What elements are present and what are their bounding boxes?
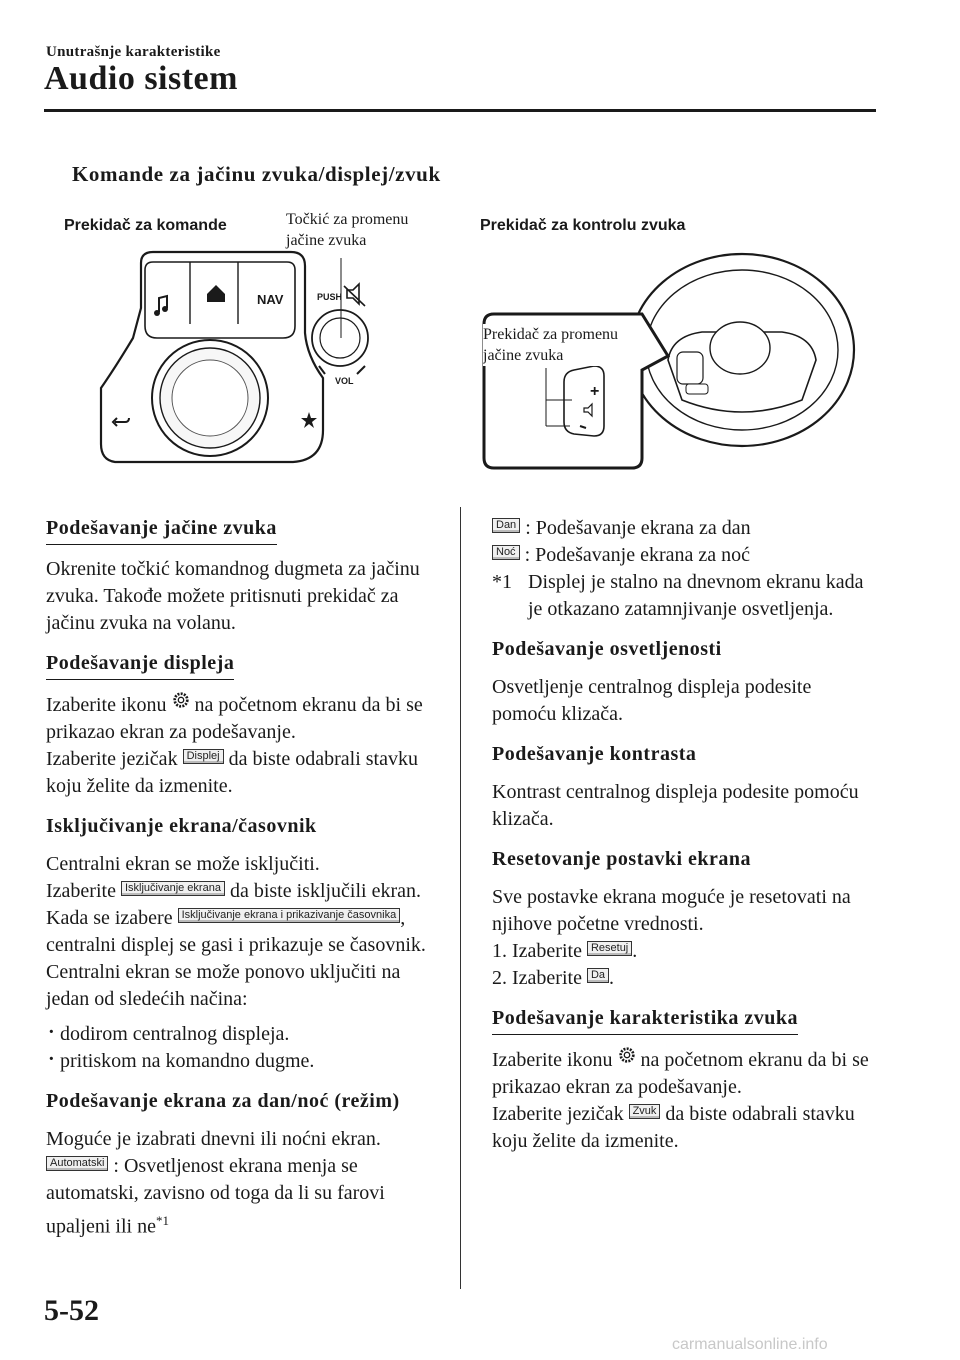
page-title: Audio sistem bbox=[44, 60, 238, 97]
settings-gear-icon bbox=[172, 691, 190, 709]
commander-illustration bbox=[95, 238, 385, 470]
column-divider bbox=[460, 507, 461, 1289]
screen-off-clock-button[interactable]: Isključivanje ekrana i prikazivanje časovnika bbox=[178, 908, 401, 923]
auto-button[interactable]: Automatski bbox=[46, 1156, 108, 1171]
display-heading: Podešavanje displeja bbox=[46, 650, 446, 680]
svg-text:+: + bbox=[590, 383, 600, 400]
reset-text: Sve postavke ekrana moguće je resetovati na njihove početne vrednosti. bbox=[492, 886, 851, 935]
day-option: Dan : Podešavanje ekrana za dan bbox=[492, 515, 872, 542]
reset-step-2: 2. Izaberite Da . bbox=[492, 967, 615, 989]
brightness-text: Osvetljenje centralnog displeja podesite pomoću klizača. bbox=[492, 676, 812, 725]
figure-title: Komande za jačinu zvuka/displej/zvuk bbox=[72, 162, 441, 186]
contrast-text: Kontrast centralnog displeja podesite pomoću klizača. bbox=[492, 781, 859, 830]
day-button[interactable]: Dan bbox=[492, 518, 520, 533]
reset-button[interactable]: Resetuj bbox=[587, 941, 632, 956]
day-night-text: Moguće je izabrati dnevni ili noćni ekran. Automatski : Osvetljenost ekrana menja se automatski, zavisno od toga da li su farovi upaljeni ili $ne^{*1}$ bbox=[46, 1128, 385, 1238]
day-night-heading: Podešavanje ekrana za dan/noć (režim) bbox=[46, 1090, 400, 1112]
display-tab[interactable]: Displej bbox=[183, 749, 224, 764]
settings-gear-icon bbox=[618, 1046, 636, 1064]
reset-step-1: 1. Izaberite Resetuj . bbox=[492, 940, 638, 962]
display-text: Izaberite ikonu na početnom ekranu da bi se prikazao ekran za podešavanje. Izaberite jezičak Displej da biste odabrali stavku koju želite da izmenite. bbox=[46, 691, 446, 800]
chapter-label: Unutrašnje karakteristike bbox=[46, 44, 221, 60]
wheel-volume-switch-label: Prekidač za promenu jačine zvuka bbox=[483, 326, 619, 364]
volume-heading: Podešavanje jačine zvuka bbox=[46, 515, 446, 545]
push-label: PUSH bbox=[317, 292, 343, 302]
list-item: · dodirom centralnog displeja. bbox=[46, 1021, 446, 1048]
audio-control-switch-label: Prekidač za kontrolu zvuka bbox=[480, 217, 686, 234]
contrast-heading: Podešavanje kontrasta bbox=[492, 743, 697, 765]
reset-heading: Resetovanje postavki ekrana bbox=[492, 848, 752, 870]
left-column bbox=[46, 515, 446, 1241]
commander-switch-label: Prekidač za komande bbox=[64, 217, 227, 234]
yes-button[interactable]: Da bbox=[587, 968, 609, 983]
screen-off-text: Centralni ekran se može isključiti. Izaberite Isključivanje ekrana da biste isključili ekran. Kada se izabere Isključivanje ekrana i prikazivanje časovnika , centralni displej se gasi i prikazuje se časovnik. Centralni ekran se može ponovo uključiti na jedan od sledećih načina: bbox=[46, 853, 426, 1010]
page-number: 5-52 bbox=[44, 1294, 99, 1327]
screen-off-heading: Isključivanje ekrana/časovnik bbox=[46, 815, 317, 837]
right-column bbox=[492, 515, 872, 1155]
header-rule bbox=[44, 109, 876, 112]
sound-text: Izaberite ikonu na početnom ekranu da bi se prikazao ekran za podešavanje. Izaberite jezičak Zvuk da biste odabrali stavku koju želite da izmenite. bbox=[492, 1046, 872, 1155]
nav-button-label: NAV bbox=[257, 292, 284, 307]
volume-text: Okrenite točkić komandnog dugmeta za jačinu zvuka. Takođe možete pritisnuti prekidač za jačinu zvuka na volanu. bbox=[46, 558, 420, 634]
footnote: *1 Displej je stalno na dnevnom ekranu kada je otkazano zatamnjivanje osvetljenja. bbox=[492, 571, 864, 620]
volume-knob-label: Točkić za promenu jačine zvuka bbox=[286, 211, 409, 249]
sound-tab[interactable]: Zvuk bbox=[629, 1104, 661, 1119]
vol-label: VOL bbox=[335, 376, 354, 386]
brightness-heading: Podešavanje osvetljenosti bbox=[492, 638, 722, 660]
night-option: Noć : Podešavanje ekrana za noć bbox=[492, 542, 872, 569]
sound-heading: Podešavanje karakteristika zvuka bbox=[492, 1005, 872, 1035]
watermark: carmanualsonline.info bbox=[672, 1336, 828, 1353]
screen-off-button[interactable]: Isključivanje ekrana bbox=[121, 881, 225, 896]
night-button[interactable]: Noć bbox=[492, 545, 520, 560]
list-item: · pritiskom na komandno dugme. bbox=[46, 1048, 446, 1075]
